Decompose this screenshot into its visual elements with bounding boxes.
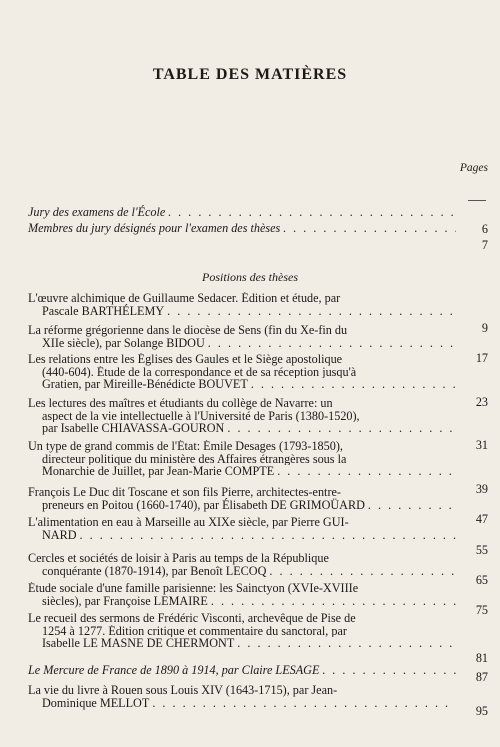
entry-line: L'œuvre alchimique de Guillaume Sedacer. Édition et étude, par	[28, 292, 341, 305]
dot-leader	[208, 337, 456, 350]
toc-entry[interactable]	[28, 486, 456, 511]
page-number: 7	[481, 238, 488, 252]
toc-entry[interactable]	[28, 353, 456, 391]
toc-entry[interactable]	[28, 582, 456, 607]
toc-entry-jury[interactable]	[28, 206, 456, 219]
toc-entry-membres[interactable]	[28, 222, 456, 235]
dot-leader	[283, 222, 456, 235]
dot-leader	[227, 422, 456, 435]
page-number: 6	[481, 222, 488, 236]
toc-entry[interactable]	[28, 684, 456, 709]
page-number: 65	[475, 573, 488, 587]
entry-line: par Isabelle CHIAVASSA-GOURON	[42, 421, 225, 435]
entry-line: Le recueil des sermons de Frédéric Visconti, archevêque de Pise de	[28, 612, 356, 625]
entry-line: NARD	[42, 527, 77, 542]
page-title: TABLE DES MATIÈRES	[152, 66, 348, 83]
entry-line: Pascale BARTHÉLEMY	[42, 303, 165, 318]
page-number: 9	[481, 321, 488, 335]
entry-line: Isabelle LE MASNE DE CHERMONT	[42, 636, 235, 650]
entry-line: 1254 à 1277. Édition critique et commentaire du sanctoral, par	[42, 624, 347, 637]
entry-line: La vie du livre à Rouen sous Louis XIV (1643-1715), par Jean-	[28, 684, 338, 697]
entry-line: Étude sociale d'une famille parisienne: les Sainctyon (XVIe-XVIIIe	[28, 582, 359, 595]
entry-line: directeur politique du ministère des Affaires étrangères sous la	[42, 452, 347, 465]
toc-entry[interactable]	[28, 612, 456, 650]
entry-line: Les relations entre les Églises des Gaules et le Siège apostolique	[28, 353, 343, 366]
dot-leader	[269, 565, 456, 578]
page-number: 55	[475, 543, 488, 557]
dot-leader	[251, 378, 456, 391]
dot-leader	[168, 206, 456, 219]
dot-leader	[167, 305, 456, 318]
dot-leader	[322, 664, 456, 677]
page-number: 39	[475, 482, 488, 496]
entry-line: François Le Duc dit Toscane et son fils Pierre, architectes-entre-	[28, 486, 341, 499]
dot-leader	[368, 499, 456, 512]
page-number: 95	[475, 704, 488, 718]
entry-line: Gratien, par Mireille-Bénédicte BOUVET	[42, 377, 248, 391]
dot-leader	[80, 529, 456, 542]
entry-line: Cercles et sociétés de loisir à Paris au temps de la République	[28, 552, 329, 565]
toc-entry[interactable]	[28, 324, 456, 349]
entry-line: preneurs en Poitou (1660-1740), par Élisabeth DE GRIMOÜARD	[42, 497, 365, 512]
page-number: 31	[475, 438, 488, 452]
section-title: Positions des thèses	[202, 270, 298, 284]
entry-line: aspect de la vie intellectuelle à l'Université de Paris (1380-1520),	[42, 409, 360, 422]
dot-leader	[237, 637, 456, 650]
page-number: 47	[475, 512, 488, 526]
page-number: 17	[475, 351, 488, 365]
toc-entry[interactable]	[28, 516, 456, 541]
page-number: 87	[475, 670, 488, 684]
entry-line: Le Mercure de France de 1890 à 1914, par Claire LESAGE	[28, 663, 320, 677]
page-number: 23	[475, 395, 488, 409]
pages-column-header: Pages	[459, 162, 488, 174]
entry-line: XIIe siècle), par Solange BIDOU	[42, 335, 205, 350]
entry-line: La réforme grégorienne dans le diocèse de Sens (fin du Xe-fin du	[28, 324, 348, 337]
dot-leader	[211, 595, 456, 608]
toc-entry[interactable]	[28, 552, 456, 577]
dot-leader	[277, 465, 456, 478]
page-number: 81	[475, 651, 488, 665]
toc-entry[interactable]	[28, 397, 456, 435]
entry-line: siècles), par Françoise LEMAIRE	[42, 593, 208, 608]
entry-line: Membres du jury désignés pour l'examen des thèses	[28, 221, 281, 235]
entry-line: Les lectures des maîtres et étudiants du collège de Navarre: un	[28, 397, 333, 410]
entry-line: Un type de grand commis de l'État: Émile Desages (1793-1850),	[28, 440, 343, 453]
entry-line: (440-604). Étude de la correspondance et de sa réception jusqu'à	[42, 365, 357, 378]
entry-line: Jury des examens de l'École	[28, 205, 166, 219]
toc-entry[interactable]	[28, 292, 456, 317]
toc-entry[interactable]	[28, 664, 456, 677]
page-number: 75	[475, 603, 488, 617]
entry-line: Dominique MELLOT	[42, 695, 150, 710]
dot-leader	[152, 697, 456, 710]
entry-line: conquérante (1870-1914), par Benoît LECOQ	[42, 563, 267, 578]
entry-line: Monarchie de Juillet, par Jean-Marie COMPTE	[42, 464, 275, 478]
header-rule	[468, 200, 486, 201]
entry-line: L'alimentation en eau à Marseille au XIXe siècle, par Pierre GUI-	[28, 516, 349, 529]
toc-entry[interactable]	[28, 440, 456, 478]
